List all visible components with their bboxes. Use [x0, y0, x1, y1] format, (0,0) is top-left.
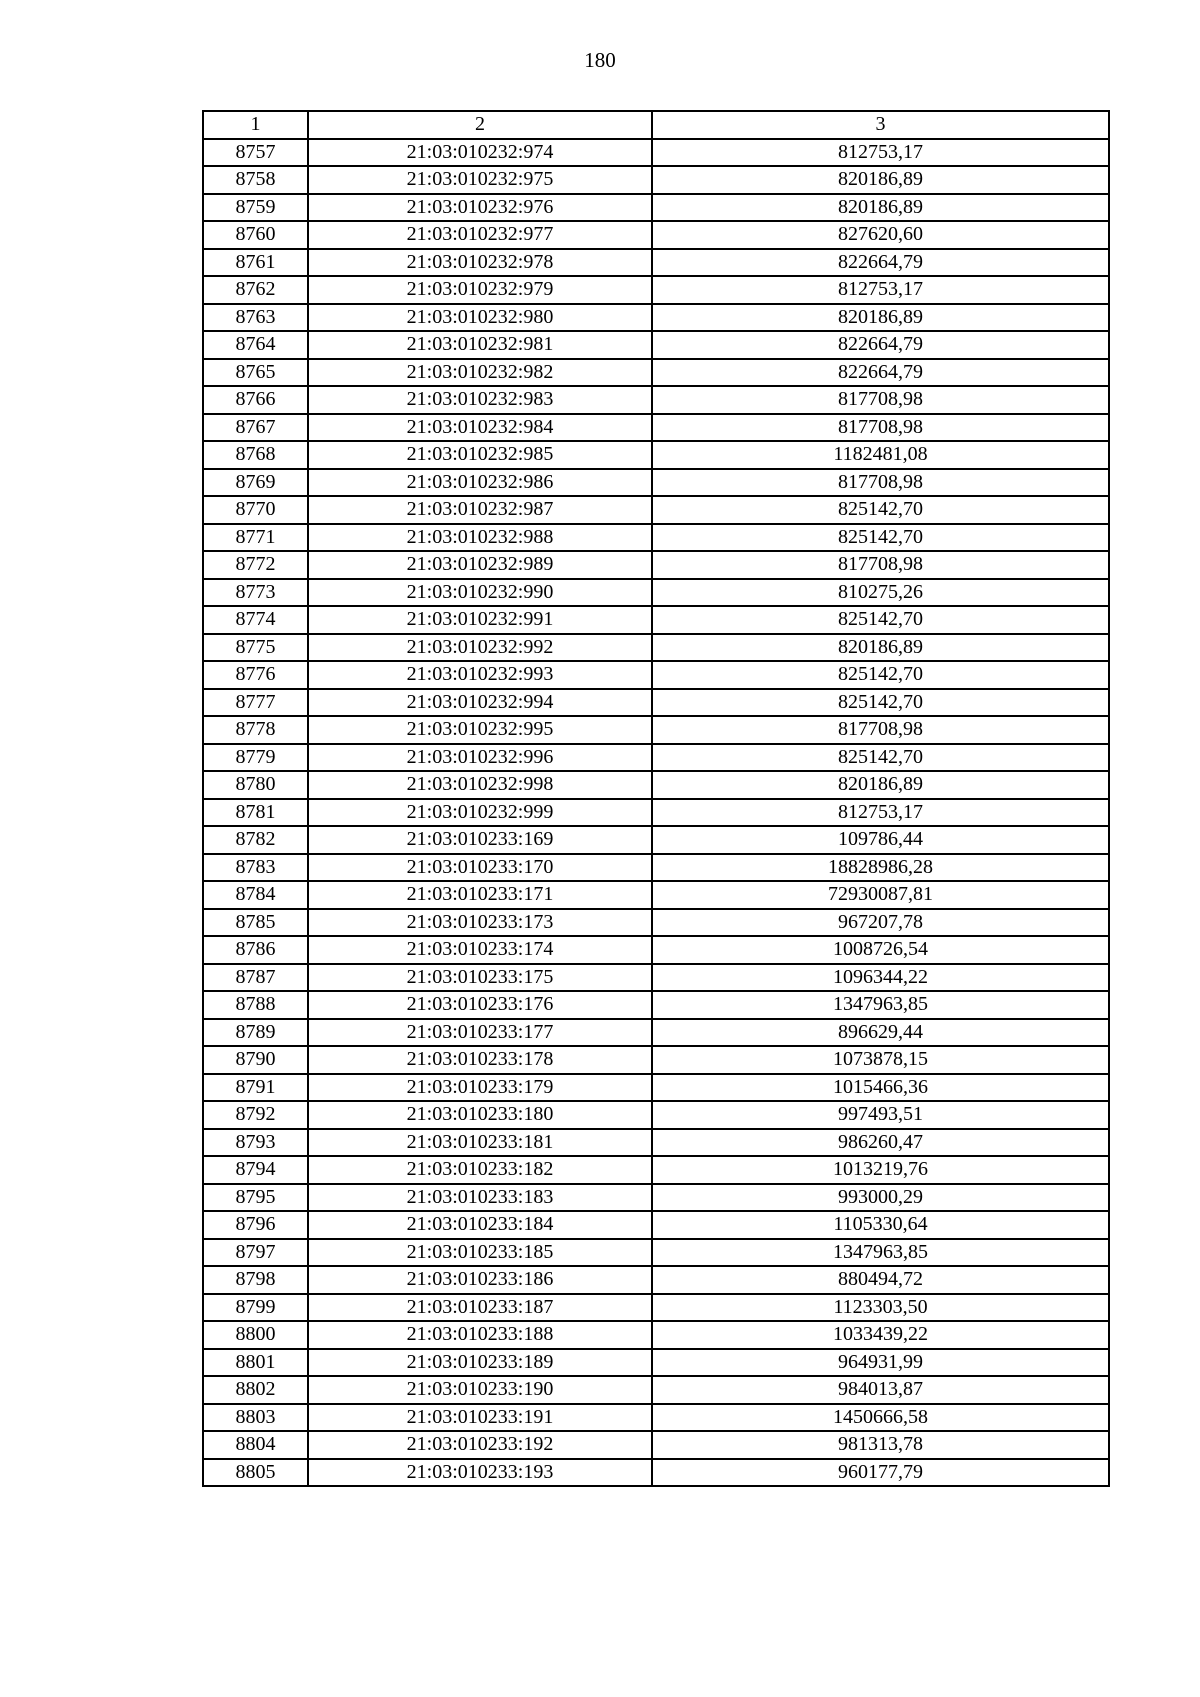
cadastral-number-cell: 21:03:010232:983 — [308, 386, 652, 414]
value-cell: 812753,17 — [652, 139, 1109, 167]
cadastral-number-cell: 21:03:010233:182 — [308, 1156, 652, 1184]
cadastral-number-cell: 21:03:010232:977 — [308, 221, 652, 249]
table-row — [203, 496, 1109, 524]
row-number-cell: 8805 — [203, 1459, 308, 1487]
row-number-cell: 8777 — [203, 689, 308, 717]
table-row — [203, 1266, 1109, 1294]
value-cell: 820186,89 — [652, 304, 1109, 332]
row-number-cell: 8780 — [203, 771, 308, 799]
value-cell: 820186,89 — [652, 194, 1109, 222]
table-row — [203, 661, 1109, 689]
value-cell: 825142,70 — [652, 496, 1109, 524]
row-number-cell: 8768 — [203, 441, 308, 469]
cadastral-number-cell: 21:03:010233:188 — [308, 1321, 652, 1349]
table-row — [203, 386, 1109, 414]
table-row — [203, 551, 1109, 579]
cadastral-number-cell: 21:03:010233:173 — [308, 909, 652, 937]
cadastral-number-cell: 21:03:010233:186 — [308, 1266, 652, 1294]
table-row — [203, 1294, 1109, 1322]
table-row — [203, 276, 1109, 304]
value-cell: 1347963,85 — [652, 1239, 1109, 1267]
value-cell: 820186,89 — [652, 771, 1109, 799]
row-number-cell: 8771 — [203, 524, 308, 552]
table-row — [203, 1349, 1109, 1377]
cadastral-number-cell: 21:03:010233:169 — [308, 826, 652, 854]
cadastral-number-cell: 21:03:010232:974 — [308, 139, 652, 167]
value-cell: 986260,47 — [652, 1129, 1109, 1157]
table-row — [203, 304, 1109, 332]
row-number-cell: 8793 — [203, 1129, 308, 1157]
row-number-cell: 8783 — [203, 854, 308, 882]
value-cell: 825142,70 — [652, 689, 1109, 717]
table-row — [203, 854, 1109, 882]
value-cell: 820186,89 — [652, 166, 1109, 194]
table-row — [203, 689, 1109, 717]
cadastral-number-cell: 21:03:010232:984 — [308, 414, 652, 442]
cadastral-number-cell: 21:03:010232:985 — [308, 441, 652, 469]
row-number-cell: 8784 — [203, 881, 308, 909]
row-number-cell: 8795 — [203, 1184, 308, 1212]
value-cell: 1008726,54 — [652, 936, 1109, 964]
table-row — [203, 331, 1109, 359]
cadastral-number-cell: 21:03:010232:975 — [308, 166, 652, 194]
value-cell: 997493,51 — [652, 1101, 1109, 1129]
table-row — [203, 1211, 1109, 1239]
row-number-cell: 8766 — [203, 386, 308, 414]
row-number-cell: 8765 — [203, 359, 308, 387]
table-row — [203, 1101, 1109, 1129]
cadastral-number-cell: 21:03:010233:170 — [308, 854, 652, 882]
table-row — [203, 881, 1109, 909]
value-cell: 810275,26 — [652, 579, 1109, 607]
column-header-1: 1 — [203, 111, 308, 139]
row-number-cell: 8804 — [203, 1431, 308, 1459]
cadastral-number-cell: 21:03:010232:995 — [308, 716, 652, 744]
table-row — [203, 166, 1109, 194]
table-row — [203, 441, 1109, 469]
row-number-cell: 8791 — [203, 1074, 308, 1102]
table-row — [203, 1431, 1109, 1459]
row-number-cell: 8774 — [203, 606, 308, 634]
header-row — [203, 111, 1109, 139]
value-cell: 812753,17 — [652, 276, 1109, 304]
row-number-cell: 8779 — [203, 744, 308, 772]
cadastral-number-cell: 21:03:010233:193 — [308, 1459, 652, 1487]
row-number-cell: 8797 — [203, 1239, 308, 1267]
row-number-cell: 8788 — [203, 991, 308, 1019]
table-row — [203, 1239, 1109, 1267]
cadastral-number-cell: 21:03:010232:982 — [308, 359, 652, 387]
row-number-cell: 8798 — [203, 1266, 308, 1294]
cadastral-number-cell: 21:03:010233:189 — [308, 1349, 652, 1377]
row-number-cell: 8762 — [203, 276, 308, 304]
table-row — [203, 1156, 1109, 1184]
table-row — [203, 524, 1109, 552]
row-number-cell: 8796 — [203, 1211, 308, 1239]
cadastral-number-cell: 21:03:010232:990 — [308, 579, 652, 607]
table-row — [203, 1376, 1109, 1404]
value-cell: 1033439,22 — [652, 1321, 1109, 1349]
row-number-cell: 8781 — [203, 799, 308, 827]
table-row — [203, 359, 1109, 387]
table-row — [203, 1129, 1109, 1157]
row-number-cell: 8801 — [203, 1349, 308, 1377]
table-row — [203, 909, 1109, 937]
value-cell: 1182481,08 — [652, 441, 1109, 469]
table-row — [203, 139, 1109, 167]
row-number-cell: 8786 — [203, 936, 308, 964]
cadastral-number-cell: 21:03:010233:191 — [308, 1404, 652, 1432]
row-number-cell: 8802 — [203, 1376, 308, 1404]
value-cell: 964931,99 — [652, 1349, 1109, 1377]
value-cell: 1105330,64 — [652, 1211, 1109, 1239]
table-row — [203, 799, 1109, 827]
column-header-3: 3 — [652, 111, 1109, 139]
registry-table — [202, 110, 1110, 1487]
value-cell: 822664,79 — [652, 331, 1109, 359]
value-cell: 822664,79 — [652, 249, 1109, 277]
row-number-cell: 8803 — [203, 1404, 308, 1432]
value-cell: 981313,78 — [652, 1431, 1109, 1459]
value-cell: 1013219,76 — [652, 1156, 1109, 1184]
row-number-cell: 8790 — [203, 1046, 308, 1074]
row-number-cell: 8761 — [203, 249, 308, 277]
row-number-cell: 8769 — [203, 469, 308, 497]
table-row — [203, 1019, 1109, 1047]
cadastral-number-cell: 21:03:010233:185 — [308, 1239, 652, 1267]
table-row — [203, 1074, 1109, 1102]
table-row — [203, 1459, 1109, 1487]
row-number-cell: 8757 — [203, 139, 308, 167]
row-number-cell: 8792 — [203, 1101, 308, 1129]
value-cell: 827620,60 — [652, 221, 1109, 249]
column-header-2: 2 — [308, 111, 652, 139]
table-row — [203, 634, 1109, 662]
table-row — [203, 826, 1109, 854]
value-cell: 18828986,28 — [652, 854, 1109, 882]
row-number-cell: 8800 — [203, 1321, 308, 1349]
cadastral-number-cell: 21:03:010232:993 — [308, 661, 652, 689]
value-cell: 817708,98 — [652, 414, 1109, 442]
value-cell: 825142,70 — [652, 524, 1109, 552]
row-number-cell: 8787 — [203, 964, 308, 992]
row-number-cell: 8794 — [203, 1156, 308, 1184]
table-row — [203, 1404, 1109, 1432]
value-cell: 817708,98 — [652, 716, 1109, 744]
cadastral-number-cell: 21:03:010232:987 — [308, 496, 652, 524]
cadastral-number-cell: 21:03:010232:979 — [308, 276, 652, 304]
table-row — [203, 744, 1109, 772]
cadastral-number-cell: 21:03:010233:192 — [308, 1431, 652, 1459]
cadastral-number-cell: 21:03:010233:180 — [308, 1101, 652, 1129]
cadastral-number-cell: 21:03:010233:183 — [308, 1184, 652, 1212]
row-number-cell: 8770 — [203, 496, 308, 524]
value-cell: 109786,44 — [652, 826, 1109, 854]
table-row — [203, 1046, 1109, 1074]
cadastral-number-cell: 21:03:010233:184 — [308, 1211, 652, 1239]
cadastral-number-cell: 21:03:010233:181 — [308, 1129, 652, 1157]
value-cell: 817708,98 — [652, 551, 1109, 579]
value-cell: 1347963,85 — [652, 991, 1109, 1019]
cadastral-number-cell: 21:03:010232:988 — [308, 524, 652, 552]
row-number-cell: 8789 — [203, 1019, 308, 1047]
table-row — [203, 936, 1109, 964]
row-number-cell: 8759 — [203, 194, 308, 222]
row-number-cell: 8758 — [203, 166, 308, 194]
table-body — [203, 139, 1109, 1487]
value-cell: 1015466,36 — [652, 1074, 1109, 1102]
cadastral-number-cell: 21:03:010232:994 — [308, 689, 652, 717]
row-number-cell: 8775 — [203, 634, 308, 662]
page-number: 180 — [584, 48, 616, 72]
row-number-cell: 8776 — [203, 661, 308, 689]
row-number-cell: 8785 — [203, 909, 308, 937]
value-cell: 1450666,58 — [652, 1404, 1109, 1432]
row-number-cell: 8799 — [203, 1294, 308, 1322]
cadastral-number-cell: 21:03:010233:190 — [308, 1376, 652, 1404]
table-row — [203, 606, 1109, 634]
value-cell: 812753,17 — [652, 799, 1109, 827]
value-cell: 1073878,15 — [652, 1046, 1109, 1074]
table-row — [203, 1321, 1109, 1349]
value-cell: 880494,72 — [652, 1266, 1109, 1294]
value-cell: 820186,89 — [652, 634, 1109, 662]
value-cell: 1123303,50 — [652, 1294, 1109, 1322]
cadastral-number-cell: 21:03:010232:989 — [308, 551, 652, 579]
table-row — [203, 221, 1109, 249]
value-cell: 967207,78 — [652, 909, 1109, 937]
cadastral-number-cell: 21:03:010232:999 — [308, 799, 652, 827]
cadastral-number-cell: 21:03:010232:991 — [308, 606, 652, 634]
row-number-cell: 8763 — [203, 304, 308, 332]
cadastral-number-cell: 21:03:010232:976 — [308, 194, 652, 222]
row-number-cell: 8767 — [203, 414, 308, 442]
cadastral-number-cell: 21:03:010232:998 — [308, 771, 652, 799]
value-cell: 825142,70 — [652, 661, 1109, 689]
value-cell: 984013,87 — [652, 1376, 1109, 1404]
table-row — [203, 964, 1109, 992]
value-cell: 817708,98 — [652, 386, 1109, 414]
value-cell: 825142,70 — [652, 744, 1109, 772]
table-header — [203, 111, 1109, 139]
value-cell: 825142,70 — [652, 606, 1109, 634]
row-number-cell: 8772 — [203, 551, 308, 579]
value-cell: 817708,98 — [652, 469, 1109, 497]
cadastral-number-cell: 21:03:010233:171 — [308, 881, 652, 909]
row-number-cell: 8760 — [203, 221, 308, 249]
table-row — [203, 991, 1109, 1019]
value-cell: 822664,79 — [652, 359, 1109, 387]
value-cell: 993000,29 — [652, 1184, 1109, 1212]
value-cell: 1096344,22 — [652, 964, 1109, 992]
cadastral-number-cell: 21:03:010232:986 — [308, 469, 652, 497]
cadastral-number-cell: 21:03:010233:175 — [308, 964, 652, 992]
row-number-cell: 8778 — [203, 716, 308, 744]
cadastral-number-cell: 21:03:010233:178 — [308, 1046, 652, 1074]
value-cell: 960177,79 — [652, 1459, 1109, 1487]
cadastral-number-cell: 21:03:010233:177 — [308, 1019, 652, 1047]
table-row — [203, 469, 1109, 497]
table-row — [203, 1184, 1109, 1212]
cadastral-number-cell: 21:03:010232:980 — [308, 304, 652, 332]
cadastral-number-cell: 21:03:010233:179 — [308, 1074, 652, 1102]
table-row — [203, 716, 1109, 744]
row-number-cell: 8773 — [203, 579, 308, 607]
cadastral-number-cell: 21:03:010232:981 — [308, 331, 652, 359]
table-row — [203, 414, 1109, 442]
table-row — [203, 579, 1109, 607]
cadastral-number-cell: 21:03:010232:978 — [308, 249, 652, 277]
row-number-cell: 8764 — [203, 331, 308, 359]
cadastral-number-cell: 21:03:010233:176 — [308, 991, 652, 1019]
row-number-cell: 8782 — [203, 826, 308, 854]
table-row — [203, 771, 1109, 799]
cadastral-number-cell: 21:03:010233:187 — [308, 1294, 652, 1322]
table-row — [203, 194, 1109, 222]
cadastral-number-cell: 21:03:010232:996 — [308, 744, 652, 772]
table-row — [203, 249, 1109, 277]
cadastral-number-cell: 21:03:010233:174 — [308, 936, 652, 964]
value-cell: 896629,44 — [652, 1019, 1109, 1047]
cadastral-number-cell: 21:03:010232:992 — [308, 634, 652, 662]
value-cell: 72930087,81 — [652, 881, 1109, 909]
